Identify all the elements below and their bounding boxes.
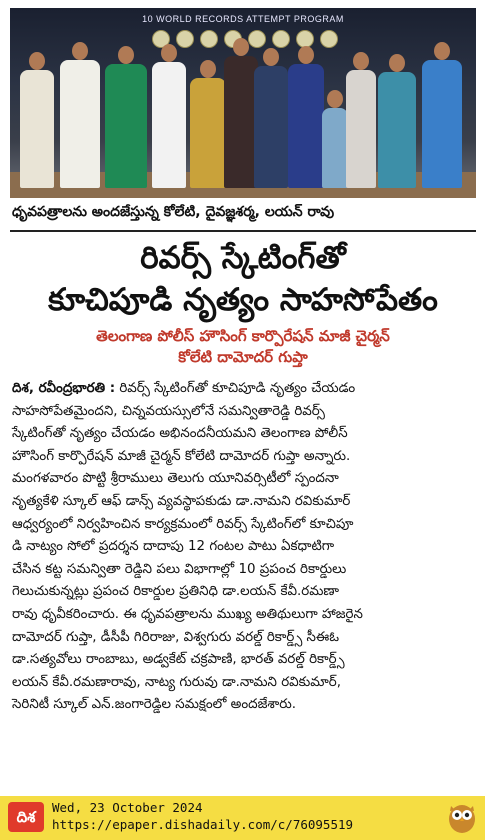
subhead-line-1: తెలంగాణ పోలీస్ హౌసింగ్ కార్పొరేషన్ మాజీ చైర్మన్	[96, 327, 390, 345]
owl-icon	[447, 800, 477, 834]
article-line: హౌసింగ్ కార్పొరేషన్ మాజీ చైర్మన్ కోలేటి దామోదర్ గుప్తా అన్నారు.	[12, 448, 351, 464]
person-figure	[224, 56, 258, 188]
article-line: ఆధ్వర్యంలో నిర్వహించిన కార్యక్రమంలో రివర్స్ స్కేటింగ్‌లో కూచిపూ	[12, 516, 354, 532]
logo-badge	[320, 30, 338, 48]
divider-rule	[10, 230, 476, 232]
logo-badge	[176, 30, 194, 48]
epaper-link[interactable]: https://epaper.dishadaily.com/c/76095519	[52, 817, 354, 832]
article-line: సాహసోపేతమైందని, చిన్నవయస్సులోనే సమన్వితారెడ్డి రివర్స్	[12, 403, 325, 419]
person-figure	[105, 64, 147, 188]
person-figure	[322, 108, 348, 188]
article-body	[12, 378, 474, 717]
logo-badge	[200, 30, 218, 48]
person-figure	[288, 64, 324, 188]
epaper-footer	[0, 796, 485, 840]
person-figure	[20, 70, 54, 188]
event-photo	[10, 8, 476, 198]
logo-badge	[272, 30, 290, 48]
person-figure	[190, 78, 226, 188]
article-line: దిశ, రవీంద్రభారతి : రివర్స్ స్కేటింగ్‌తో కూచిపూడి నృత్యం చేయడం	[12, 381, 356, 396]
headline-line-2: కూచిపూడి నృత్యం సాహసోపేతం	[48, 282, 438, 318]
edition-date: Wed, 23 October 2024	[52, 800, 203, 815]
logo-badge	[248, 30, 266, 48]
person-figure	[378, 72, 416, 188]
article-line: దామోదర్ గుప్తా, డీసీపీ గిరిరాజు, విశ్వగురు వరల్డ్ రికార్డ్స్ సీఈఓ	[12, 629, 340, 645]
dateline: దిశ, రవీంద్రభారతి :	[12, 381, 116, 396]
disha-logo[interactable]: దిశ	[8, 802, 44, 832]
article-line: రావు ధృవీకరించారు. ఈ ధృవపత్రాలను ముఖ్య అతిథులుగా హాజరైన	[12, 606, 363, 622]
headline-line-1: రివర్స్ స్కేటింగ్‌తో	[140, 240, 346, 276]
photo-caption: ధృవపత్రాలను అందజేస్తున్న కోలేటి, దైవజ్ఞశర్మ, లయన్ రావు	[12, 204, 335, 220]
subhead-line-2: కోలేటి దామోదర్ గుప్తా	[178, 348, 308, 366]
article-line: నృత్యకేళి స్కూల్ ఆఫ్ డాన్స్ వ్యవస్థాపకుడు డా.నామని రవికుమార్	[12, 493, 351, 509]
person-figure	[346, 70, 376, 188]
article-line: డి నాట్యం సోలో ప్రదర్శన దాదాపు 12 గంటల పాటు ఏకధాటిగా	[12, 539, 335, 555]
person-figure	[152, 62, 186, 188]
article-line: గెలుచుకున్నట్లు ప్రపంచ రికార్డుల ప్రతినిధి డా.లయన్ కేవీ.రమణా	[12, 584, 339, 600]
article-line: స్కేటింగ్‌తో నృత్యం చేయడం అభినందనీయమని తెలంగాణ పోలీస్	[12, 426, 348, 442]
person-figure	[254, 66, 288, 188]
person-figure	[60, 60, 100, 188]
article-line: మంగళవారం పొట్టి శ్రీరాములు తెలుగు యూనివర్సిటీలో స్పందనా	[12, 471, 339, 487]
event-banner: 10 WORLD RECORDS ATTEMPT PROGRAM	[142, 14, 344, 24]
article-line: చేసిన కట్ట సమన్వితా రెడ్డిని పలు విభాగాల్లో 10 ప్రపంచ రికార్డులు	[12, 561, 347, 577]
article-line: లయన్ కేవీ.రమణారావు, నాట్య గురువు డా.నామని రవికుమార్,	[12, 674, 341, 690]
article-line: సెరినిటీ స్కూల్ ఎన్.జంగారెడ్డిల సమక్షంలో అందజేశారు.	[12, 697, 297, 713]
article-line: డా.సత్యవోలు రాంబాబు, అడ్వకేట్ చక్రపాణి, భారత్ వరల్డ్ రికార్డ్స్	[12, 652, 345, 668]
person-figure	[422, 60, 462, 188]
